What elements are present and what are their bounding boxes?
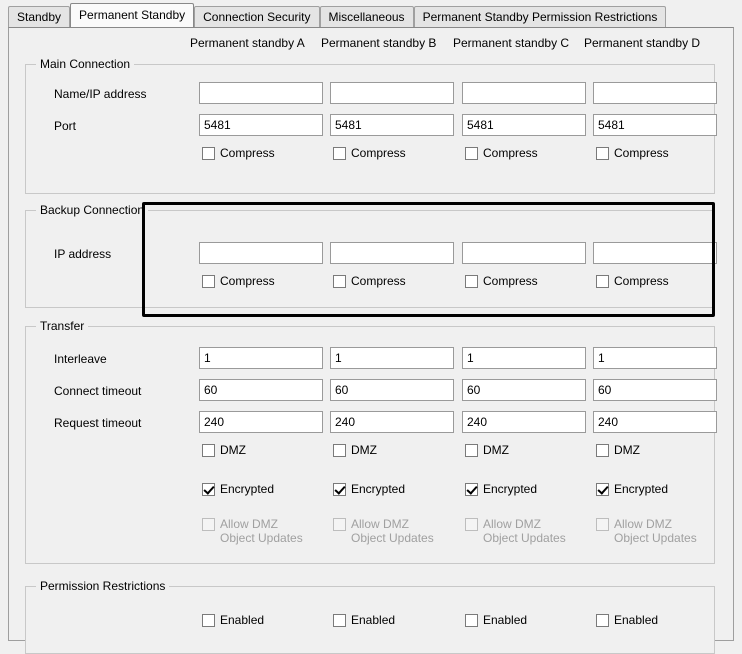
tab-bar (0, 0, 742, 27)
checkbox-permission-enabled-a[interactable] (202, 613, 264, 627)
group-permission-restrictions (25, 579, 715, 654)
input-request-timeout-a[interactable] (199, 411, 323, 433)
input-request-timeout-d[interactable] (593, 411, 717, 433)
checkbox-label: Encrypted (614, 482, 669, 496)
checkbox-allow-dmz-object-updates-d (596, 517, 706, 545)
checkbox-box-icon (596, 147, 609, 160)
input-request-timeout-c[interactable] (462, 411, 586, 433)
checkbox-label: DMZ (614, 443, 640, 457)
checkbox-backup-compress-a[interactable] (202, 274, 275, 288)
group-backup-connection (25, 203, 715, 308)
checkbox-label: DMZ (483, 443, 509, 457)
checkbox-main-compress-b[interactable] (333, 146, 406, 160)
input-interleave-b[interactable] (330, 347, 454, 369)
input-connect-timeout-c[interactable] (462, 379, 586, 401)
checkbox-main-compress-a[interactable] (202, 146, 275, 160)
label-interleave: Interleave (54, 352, 107, 366)
checkbox-label: Compress (351, 274, 406, 288)
checkbox-label: Compress (614, 146, 669, 160)
checkbox-encrypted-c[interactable] (465, 482, 537, 496)
checkbox-box-icon (333, 147, 346, 160)
input-port-a[interactable] (199, 114, 323, 136)
checkbox-box-icon (202, 518, 215, 531)
checkbox-label: Compress (483, 274, 538, 288)
input-connect-timeout-d[interactable] (593, 379, 717, 401)
input-interleave-a[interactable] (199, 347, 323, 369)
checkbox-dmz-a[interactable] (202, 443, 246, 457)
checkbox-backup-compress-b[interactable] (333, 274, 406, 288)
checkbox-box-icon (202, 275, 215, 288)
checkbox-box-icon (333, 614, 346, 627)
input-request-timeout-b[interactable] (330, 411, 454, 433)
checkbox-box-icon (596, 614, 609, 627)
checkbox-allow-dmz-object-updates-a (202, 517, 312, 545)
input-port-c[interactable] (462, 114, 586, 136)
input-name-ip-b[interactable] (330, 82, 454, 104)
column-headers (9, 36, 733, 56)
checkbox-label: DMZ (220, 443, 246, 457)
checkbox-label: Enabled (351, 613, 396, 627)
checkbox-label: Allow DMZ Object Updates (351, 517, 434, 545)
input-backup-ip-a[interactable] (199, 242, 323, 264)
checkbox-box-icon (202, 614, 215, 627)
checkbox-label: DMZ (351, 443, 377, 457)
group-transfer (25, 319, 715, 564)
checkbox-box-icon (333, 483, 346, 496)
checkbox-dmz-d[interactable] (596, 443, 640, 457)
input-port-b[interactable] (330, 114, 454, 136)
input-port-d[interactable] (593, 114, 717, 136)
checkbox-box-icon (465, 444, 478, 457)
checkbox-allow-dmz-object-updates-b (333, 517, 443, 545)
checkbox-label: Compress (351, 146, 406, 160)
input-name-ip-c[interactable] (462, 82, 586, 104)
checkbox-dmz-c[interactable] (465, 443, 509, 457)
checkbox-main-compress-c[interactable] (465, 146, 538, 160)
checkbox-box-icon (333, 444, 346, 457)
label-request-timeout: Request timeout (54, 416, 142, 430)
checkbox-box-icon (596, 275, 609, 288)
checkbox-box-icon (465, 483, 478, 496)
checkbox-permission-enabled-c[interactable] (465, 613, 527, 627)
label-ip-address: IP address (54, 247, 112, 261)
permanent-standby-panel (8, 27, 734, 641)
checkbox-box-icon (465, 147, 478, 160)
input-interleave-c[interactable] (462, 347, 586, 369)
input-backup-ip-b[interactable] (330, 242, 454, 264)
checkbox-box-icon (596, 444, 609, 457)
checkbox-label: Allow DMZ Object Updates (483, 517, 566, 545)
checkbox-box-icon (465, 275, 478, 288)
checkbox-box-icon (596, 518, 609, 531)
checkbox-encrypted-a[interactable] (202, 482, 274, 496)
checkbox-label: Enabled (220, 613, 265, 627)
checkbox-label: Encrypted (351, 482, 406, 496)
checkbox-label: Enabled (614, 613, 659, 627)
checkbox-box-icon (202, 483, 215, 496)
checkbox-box-icon (465, 518, 478, 531)
checkbox-box-icon (596, 483, 609, 496)
checkbox-box-icon (202, 444, 215, 457)
tab-connection-security[interactable]: Connection Security (194, 6, 319, 28)
label-name-ip-address: Name/IP address (54, 87, 147, 101)
checkbox-label: Compress (220, 274, 275, 288)
input-connect-timeout-b[interactable] (330, 379, 454, 401)
tab-standby[interactable]: Standby (8, 6, 70, 28)
checkbox-box-icon (202, 147, 215, 160)
column-header-c: Permanent standby C (453, 36, 570, 50)
column-header-d: Permanent standby D (584, 36, 701, 50)
group-title-main-connection: Main Connection (36, 57, 134, 71)
checkbox-encrypted-b[interactable] (333, 482, 405, 496)
checkbox-box-icon (333, 518, 346, 531)
column-header-b: Permanent standby B (321, 36, 437, 50)
checkbox-encrypted-d[interactable] (596, 482, 668, 496)
checkbox-label: Encrypted (483, 482, 538, 496)
checkbox-label: Compress (614, 274, 669, 288)
checkbox-box-icon (465, 614, 478, 627)
tab-permanent-standby[interactable]: Permanent Standby (70, 3, 194, 27)
checkbox-permission-enabled-b[interactable] (333, 613, 395, 627)
tab-miscellaneous[interactable]: Miscellaneous (320, 6, 414, 28)
group-title-permission-restrictions: Permission Restrictions (36, 579, 169, 593)
input-name-ip-a[interactable] (199, 82, 323, 104)
checkbox-label: Enabled (483, 613, 528, 627)
label-port: Port (54, 119, 77, 133)
checkbox-dmz-b[interactable] (333, 443, 377, 457)
checkbox-permission-enabled-d[interactable] (596, 613, 658, 627)
group-title-transfer: Transfer (36, 319, 88, 333)
input-backup-ip-c[interactable] (462, 242, 586, 264)
checkbox-backup-compress-c[interactable] (465, 274, 538, 288)
tab-permanent-standby-permission-restrictions[interactable]: Permanent Standby Permission Restrictions (414, 6, 667, 28)
checkbox-label: Compress (483, 146, 538, 160)
checkbox-backup-compress-d[interactable] (596, 274, 669, 288)
group-main-connection (25, 57, 715, 194)
label-connect-timeout: Connect timeout (54, 384, 142, 398)
checkbox-label: Encrypted (220, 482, 275, 496)
group-title-backup-connection: Backup Connection (36, 203, 148, 217)
checkbox-box-icon (333, 275, 346, 288)
input-name-ip-d[interactable] (593, 82, 717, 104)
checkbox-label: Allow DMZ Object Updates (220, 517, 303, 545)
input-interleave-d[interactable] (593, 347, 717, 369)
input-connect-timeout-a[interactable] (199, 379, 323, 401)
column-header-a: Permanent standby A (190, 36, 305, 50)
checkbox-main-compress-d[interactable] (596, 146, 669, 160)
checkbox-label: Compress (220, 146, 275, 160)
checkbox-allow-dmz-object-updates-c (465, 517, 575, 545)
checkbox-label: Allow DMZ Object Updates (614, 517, 697, 545)
input-backup-ip-d[interactable] (593, 242, 717, 264)
